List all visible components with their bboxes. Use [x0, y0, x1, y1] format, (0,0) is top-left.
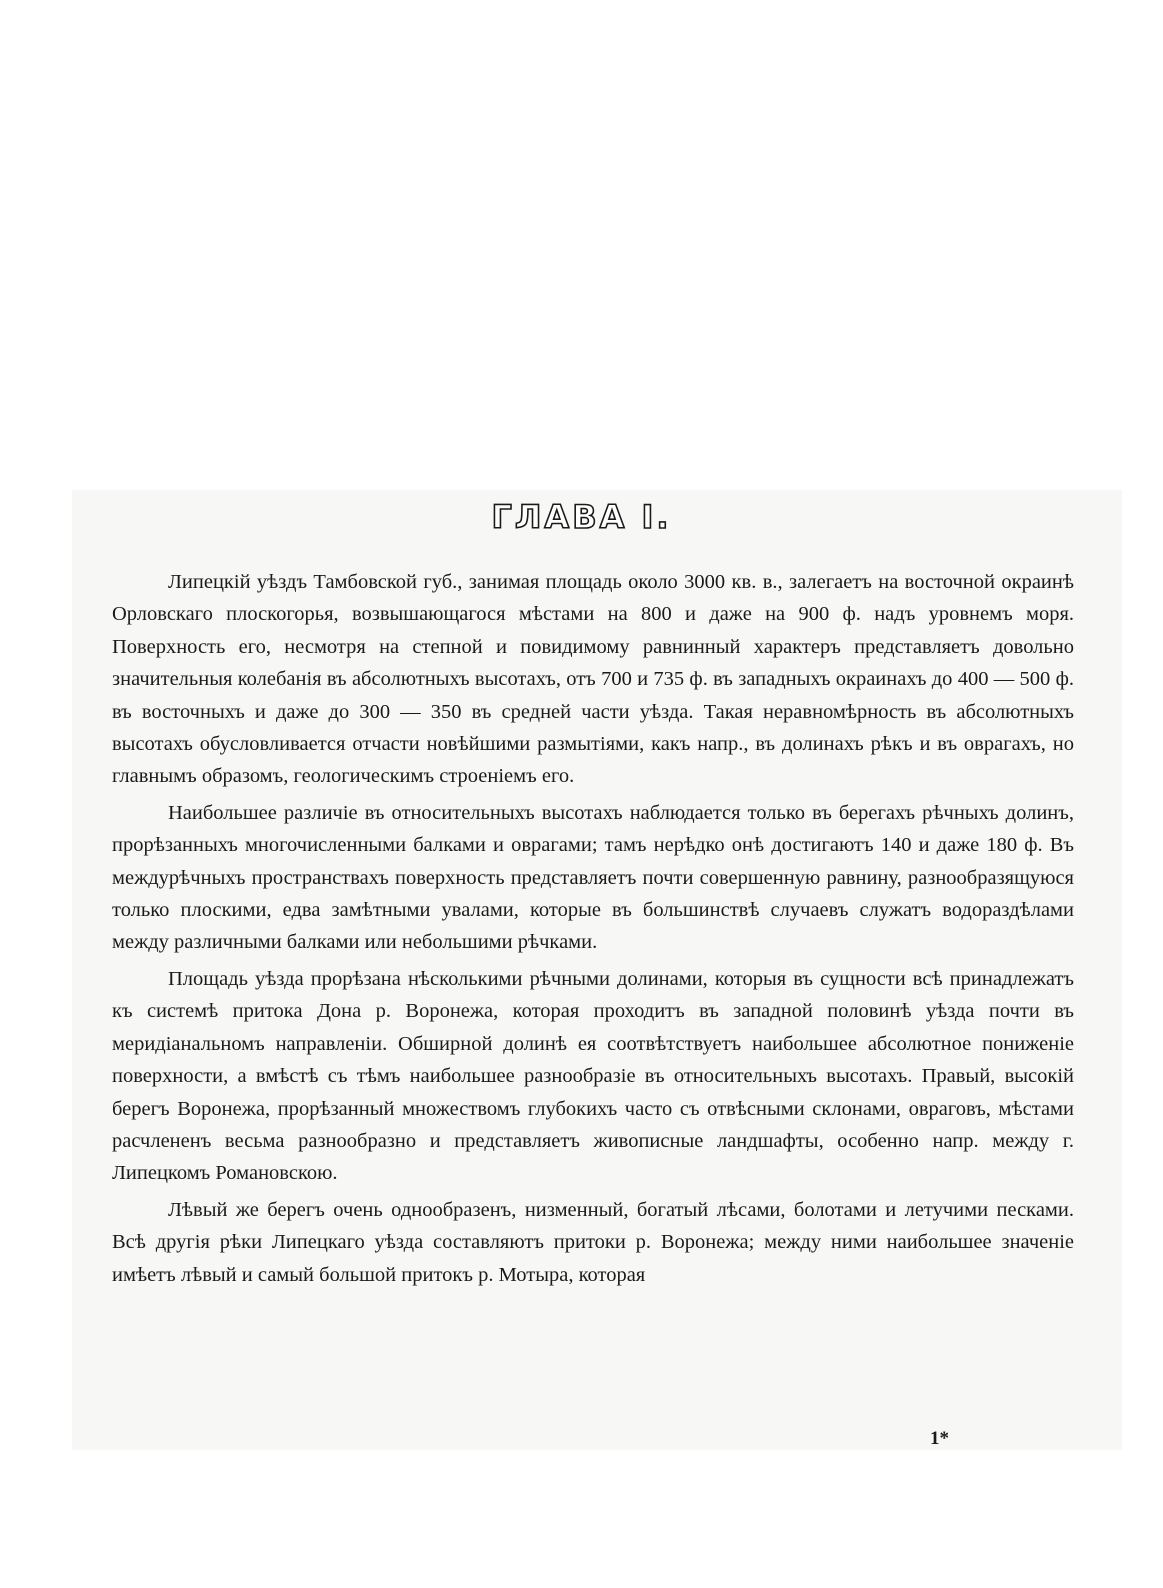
page-number: 1* — [930, 1428, 949, 1449]
body-text — [112, 566, 1074, 1295]
paragraph-2: Наибольшее различіе въ относительныхъ высотахъ наблюдается только въ берегахъ рѣчныхъ долинъ, прорѣзанныхъ многочисленными балками и оврагами; тамъ нерѣдко онѣ достигаютъ 140 и даже 180 ф. Въ междурѣчныхъ пространствахъ поверхность представляетъ почти совершенную равнину, разнообразящуюся только плоскими, едва замѣтными увалами, которые въ большинствѣ случаевъ служатъ водораздѣлами между различными балками или небольшими рѣчками. — [112, 801, 1074, 954]
chapter-title: ГЛАВА I. — [491, 498, 672, 536]
paragraph-4: Лѣвый же берегъ очень однообразенъ, низменный, богатый лѣсами, болотами и летучими песками. Всѣ другія рѣки Липецкаго уѣзда составляютъ притоки р. Воронежа; между ними наибольшее значеніе имѣетъ лѣвый и самый большой притокъ р. Мотыра, которая — [112, 1198, 1074, 1286]
paragraph-3: Площадь уѣзда прорѣзана нѣсколькими рѣчными долинами, которыя въ сущности всѣ принадлежатъ къ системѣ притока Дона р. Воронежа, которая проходитъ въ западной половинѣ уѣзда почти въ меридіанальномъ направленіи. Обширной долинѣ ея соотвѣтствуетъ наибольшее абсолютное пониженіе поверхности, а вмѣстѣ съ тѣмъ наибольшее разнообразіе въ относительныхъ высотахъ. Правый, высокій берегъ Воронежа, прорѣзанный множествомъ глубокихъ часто съ отвѣсными склонами, овраговъ, мѣстами расчлененъ весьма разнообразно и представляетъ живописные ландшафты, особенно напр. между г. Липецкомъ Романовскою. — [112, 967, 1074, 1185]
paragraph-1: Липецкій уѣздъ Тамбовской губ., занимая площадь около 3000 кв. в., залегаетъ на восточной окраинѣ Орловскаго плоскогорья, возвышающагося мѣстами на 800 и даже на 900 ф. надъ уровнемъ моря. Поверхность его, несмотря на степной и повидимому равнинный характеръ представляетъ довольно значительныя колебанія въ абсолютныхъ высотахъ, отъ 700 и 735 ф. въ западныхъ окраинахъ до 400 — 500 ф. въ восточныхъ и даже до 300 — 350 въ средней части уѣзда. Такая неравномѣрность въ абсолютныхъ высотахъ обусловливается отчасти новѣйшими размытіями, какъ напр., въ долинахъ рѣкъ и въ оврагахъ, но главнымъ образомъ, геологическимъ строеніемъ его. — [112, 571, 1074, 788]
